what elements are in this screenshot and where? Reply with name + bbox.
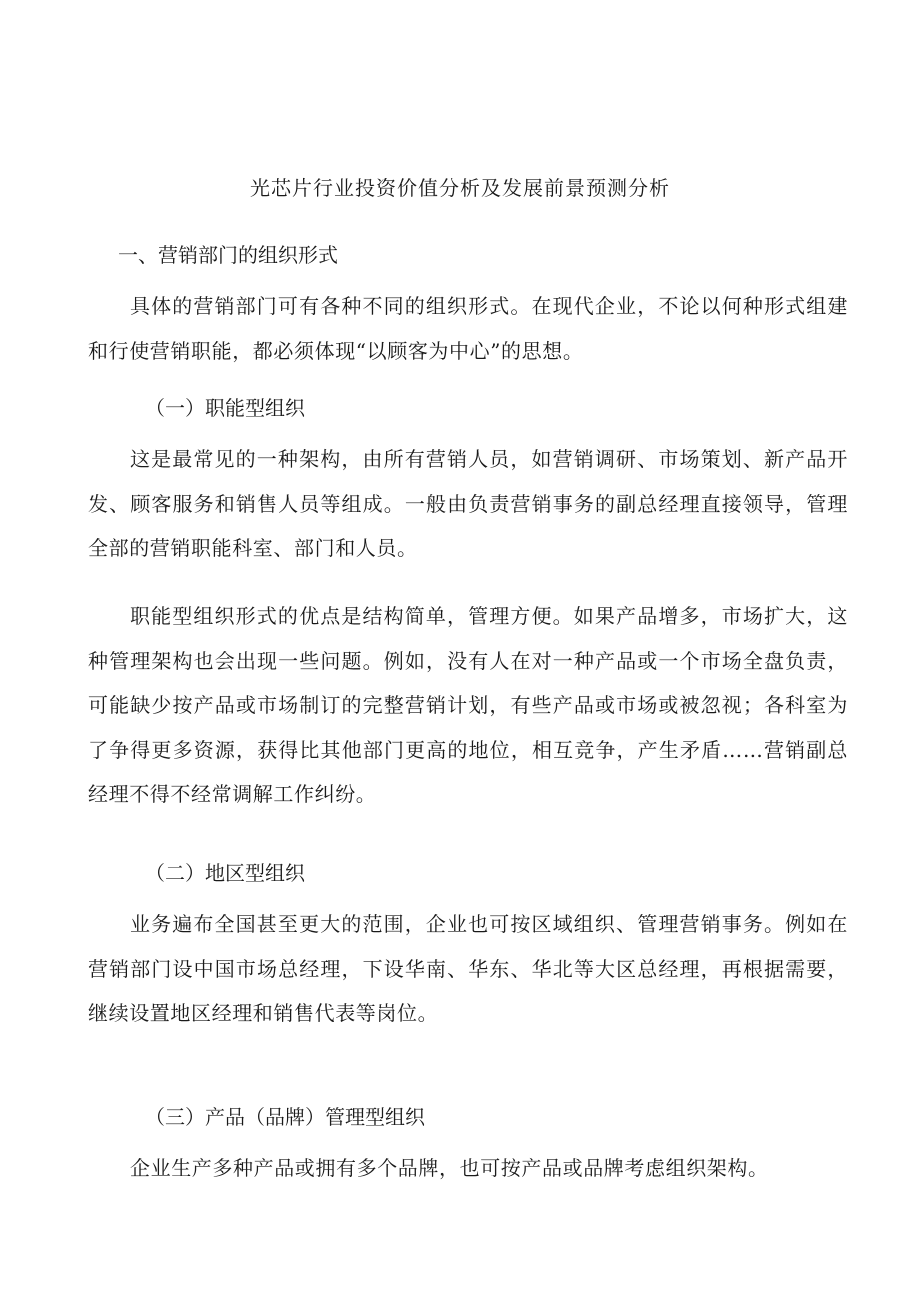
functional-paragraph-1: 这是最常见的一种架构，由所有营销人员，如营销调研、市场策划、新产品开发、顾客服务和销售人员等组成。一般由负责营销事务的副总经理直接领导，管理全部的营销职能科室、部门和人员。 bbox=[88, 447, 848, 561]
subsection-heading-functional: （一）职能型组织 bbox=[145, 396, 305, 420]
product-brand-paragraph: 企业生产多种产品或拥有多个品牌，也可按产品或品牌考虑组织架构。 bbox=[130, 1156, 769, 1180]
functional-paragraph-2: 职能型组织形式的优点是结构简单，管理方便。如果产品增多，市场扩大，这种管理架构也会出现一些问题。例如，没有人在对一种产品或一个市场全盘负责，可能缺少按产品或市场制订的完整营销计划，有些产品或市场或被忽视；各科室为了争得更多资源，获得比其他部门更高的地位，相互竞争，产生矛盾……营销副总经理不得不经常调解工作纠纷。 bbox=[88, 604, 848, 807]
document-title: 光芯片行业投资价值分析及发展前景预测分析 bbox=[250, 176, 670, 200]
section-intro-paragraph: 具体的营销部门可有各种不同的组织形式。在现代企业，不论以何种形式组建和行使营销职能，都必须体现“以顾客为中心”的思想。 bbox=[88, 294, 848, 363]
regional-paragraph: 业务遍布全国甚至更大的范围，企业也可按区域组织、管理营销事务。例如在营销部门设中国市场总经理，下设华南、华东、华北等大区总经理，再根据需要，继续设置地区经理和销售代表等岗位。 bbox=[88, 912, 848, 1026]
subsection-heading-product-brand: （三）产品（品牌）管理型组织 bbox=[145, 1105, 425, 1129]
subsection-heading-regional: （二）地区型组织 bbox=[145, 861, 305, 885]
section-heading-marketing-organization: 一、营销部门的组织形式 bbox=[118, 243, 338, 267]
